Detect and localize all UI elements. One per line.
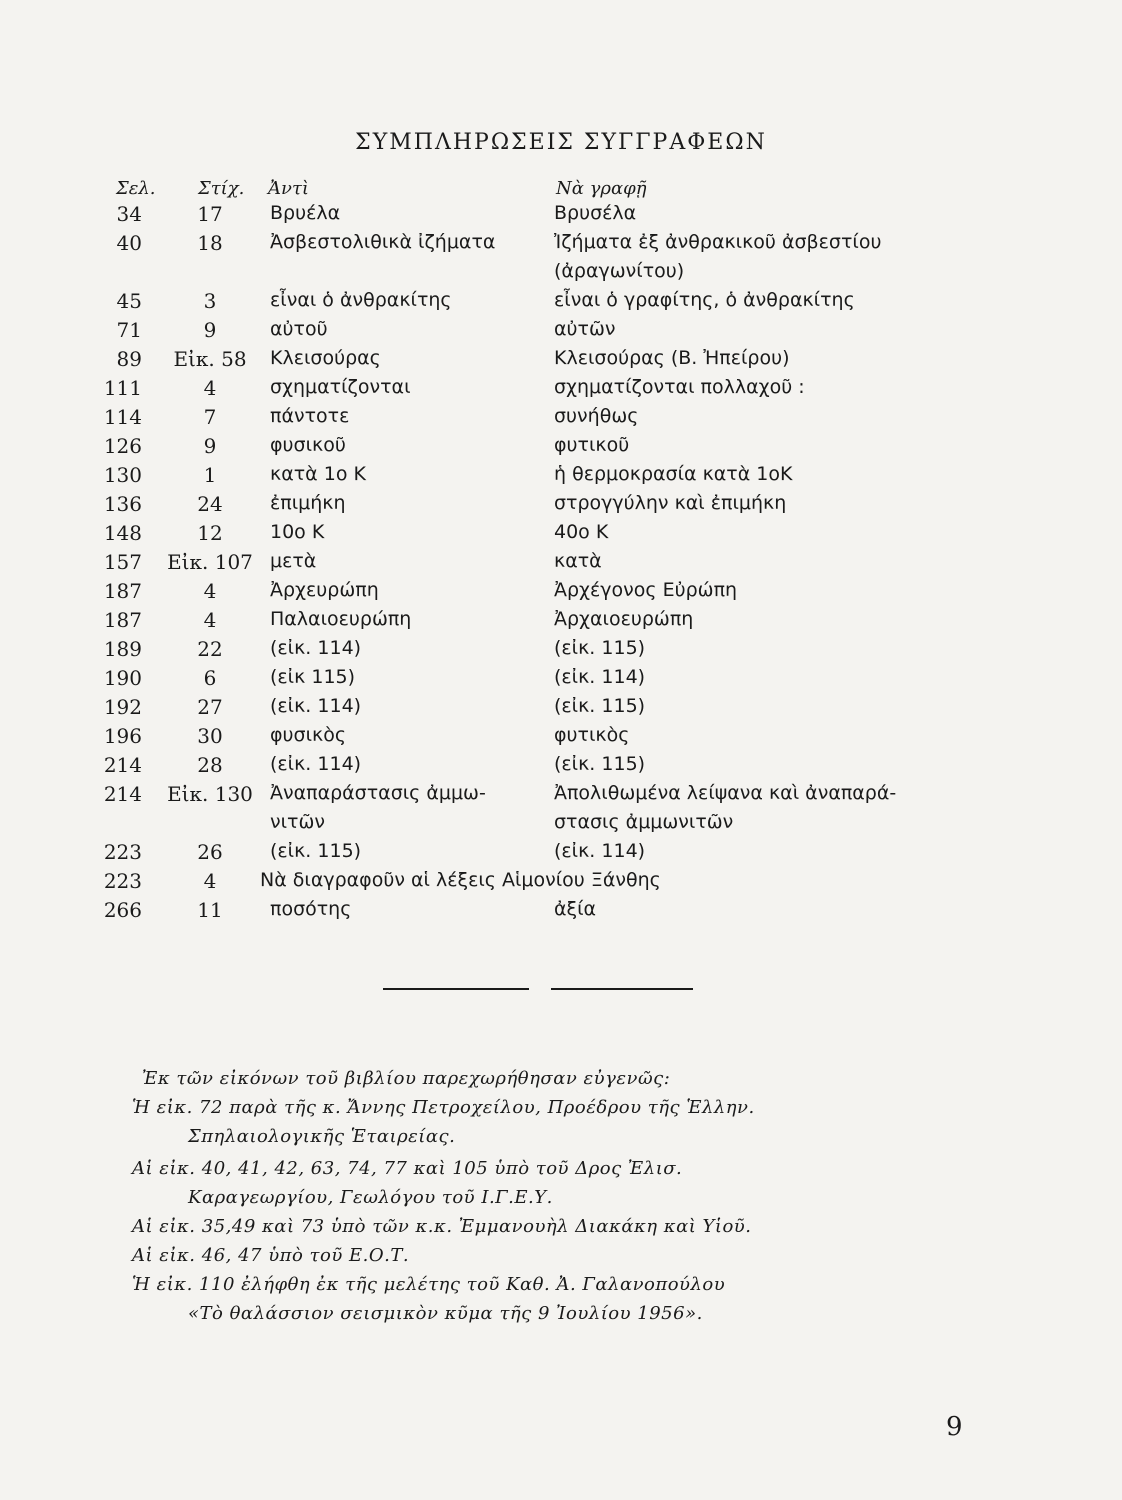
header-instead: Ἀντὶ xyxy=(268,178,309,199)
row-page: 196 xyxy=(103,724,142,748)
table-row xyxy=(0,521,1122,550)
row-line: 12 xyxy=(197,521,223,545)
row-page: 192 xyxy=(103,695,142,719)
row-instead: Παλαιοευρώπη xyxy=(270,608,412,630)
table-row xyxy=(0,231,1122,260)
row-line: 4 xyxy=(203,376,217,400)
table-row xyxy=(0,898,1122,927)
credits-line: Ἡ εἰκ. 72 παρὰ τῆς κ. Ἄννης Πετροχείλου, Προέδρου τῆς Ἑλλην. xyxy=(132,1097,755,1118)
page-number: 9 xyxy=(946,1412,963,1442)
table-row xyxy=(0,840,1122,869)
row-page: 223 xyxy=(103,869,142,893)
credits-line: Ἐκ τῶν εἰκόνων τοῦ βιβλίου παρεχωρήθησαν εὐγενῶς: xyxy=(142,1068,671,1089)
row-line: 17 xyxy=(197,202,223,226)
row-read: φυτικὸς xyxy=(554,724,630,746)
row-page: 130 xyxy=(103,463,142,487)
table-row xyxy=(0,666,1122,695)
row-page: 266 xyxy=(103,898,142,922)
row-read: Κλεισούρας (Β. Ἠπείρου) xyxy=(554,347,790,369)
row-page: 71 xyxy=(116,318,142,342)
credits-line: Αἱ εἰκ. 40, 41, 42, 63, 74, 77 καὶ 105 ὑπὸ τοῦ Δρος Ἐλισ. xyxy=(132,1158,683,1179)
page-title: ΣΥΜΠΛΗΡΩΣΕΙΣ ΣΥΓΓΡΑΦΕΩΝ xyxy=(355,130,767,155)
row-read: (εἰκ. 115) xyxy=(554,637,646,659)
row-line: Εἰκ. 107 xyxy=(167,550,253,574)
row-instead: φυσικοῦ xyxy=(270,434,346,456)
row-page: 189 xyxy=(103,637,142,661)
row-instead: φυσικὸς xyxy=(270,724,346,746)
row-line: 7 xyxy=(203,405,217,429)
table-row-continuation xyxy=(0,260,1122,289)
credits-line: Ἡ εἰκ. 110 ἐλήφθη ἐκ τῆς μελέτης τοῦ Καθ. Ἀ. Γαλανοπούλου xyxy=(132,1274,726,1295)
row-page: 187 xyxy=(103,579,142,603)
row-read: αὐτῶν xyxy=(554,318,616,340)
row-line: 1 xyxy=(203,463,217,487)
row-instead: 10ο Κ xyxy=(270,521,325,543)
row-page: 157 xyxy=(103,550,142,574)
row-read: εἶναι ὁ γραφίτης, ὁ ἀνθρακίτης xyxy=(554,289,855,311)
table-row xyxy=(0,434,1122,463)
row-full-note: Νὰ διαγραφοῦν αἱ λέξεις Αἱμονίου Ξάνθης xyxy=(260,869,661,891)
row-instead: (εἰκ. 114) xyxy=(270,695,362,717)
credits-line: «Τὸ θαλάσσιον σεισμικὸν κῦμα τῆς 9 Ἰουλίου 1956». xyxy=(188,1303,703,1324)
row-instead: αὐτοῦ xyxy=(270,318,328,340)
credits-line: Αἱ εἰκ. 46, 47 ὑπὸ τοῦ Ε.Ο.Τ. xyxy=(132,1245,410,1266)
table-row xyxy=(0,289,1122,318)
table-row xyxy=(0,318,1122,347)
header-page: Σελ. xyxy=(116,178,156,199)
row-instead: κατὰ 1ο Κ xyxy=(270,463,366,485)
row-page: 214 xyxy=(103,782,142,806)
row-instead: Ἀσβεστολιθικὰ ἰζήματα xyxy=(270,231,496,253)
row-instead: εἶναι ὁ ἀνθρακίτης xyxy=(270,289,452,311)
row-read: Ἀπολιθωμένα λείψανα καὶ ἀναπαρά- xyxy=(554,782,897,804)
row-instead: ἐπιμήκη xyxy=(270,492,346,514)
table-row xyxy=(0,405,1122,434)
row-instead: (εἰκ. 115) xyxy=(270,840,362,862)
table-row xyxy=(0,753,1122,782)
row-page: 126 xyxy=(103,434,142,458)
table-row xyxy=(0,202,1122,231)
row-line: Εἰκ. 58 xyxy=(173,347,247,371)
row-page: 114 xyxy=(103,405,142,429)
row-read: κατὰ xyxy=(554,550,602,572)
row-read: σχηματίζονται πολλαχοῦ : xyxy=(554,376,805,398)
table-row xyxy=(0,782,1122,811)
row-line: 6 xyxy=(203,666,217,690)
row-page: 40 xyxy=(116,231,142,255)
row-read: ἀξία xyxy=(554,898,597,920)
row-read: στρογγύλην καὶ ἐπιμήκη xyxy=(554,492,787,514)
row-instead: (εἰκ. 114) xyxy=(270,637,362,659)
row-line: 4 xyxy=(203,869,217,893)
row-page: 89 xyxy=(116,347,142,371)
row-line: 27 xyxy=(197,695,223,719)
header-line: Στίχ. xyxy=(198,178,245,199)
table-row xyxy=(0,695,1122,724)
row-page: 214 xyxy=(103,753,142,777)
row-read: συνήθως xyxy=(554,405,639,427)
row-instead: Ἀρχευρώπη xyxy=(270,579,379,601)
table-row xyxy=(0,869,1122,898)
row-line: 4 xyxy=(203,608,217,632)
divider-rule-left xyxy=(383,988,529,990)
credits-line: Σπηλαιολογικῆς Ἑταιρείας. xyxy=(188,1126,456,1147)
table-row xyxy=(0,550,1122,579)
row-read: Βρυσέλα xyxy=(554,202,637,224)
row-line: 18 xyxy=(197,231,223,255)
row-instead: (εἰκ 115) xyxy=(270,666,356,688)
row-page: 45 xyxy=(116,289,142,313)
row-line: 28 xyxy=(197,753,223,777)
row-read: Ἰζήματα ἐξ ἀνθρακικοῦ ἀσβεστίου xyxy=(554,231,882,253)
row-read-cont: στασις ἀμμωνιτῶν xyxy=(554,811,734,833)
row-line: 26 xyxy=(197,840,223,864)
header-read: Νὰ γραφῇ xyxy=(556,178,647,199)
row-page: 111 xyxy=(103,376,142,400)
row-page: 136 xyxy=(103,492,142,516)
row-instead: Βρυέλα xyxy=(270,202,341,224)
row-read: Ἀρχαιοευρώπη xyxy=(554,608,694,630)
row-instead: πάντοτε xyxy=(270,405,350,427)
row-instead: Ἀναπαράστασις ἀμμω- xyxy=(270,782,486,804)
row-line: 30 xyxy=(197,724,223,748)
table-row xyxy=(0,608,1122,637)
row-page: 148 xyxy=(103,521,142,545)
row-page: 187 xyxy=(103,608,142,632)
divider-rule-right xyxy=(551,988,693,990)
table-row xyxy=(0,724,1122,753)
row-instead: ποσότης xyxy=(270,898,352,920)
row-read: (εἰκ. 115) xyxy=(554,753,646,775)
row-line: 3 xyxy=(203,289,217,313)
row-line: 9 xyxy=(203,318,217,342)
row-read: 40ο Κ xyxy=(554,521,609,543)
table-row xyxy=(0,347,1122,376)
row-page: 223 xyxy=(103,840,142,864)
row-line: Εἰκ. 130 xyxy=(167,782,253,806)
table-row-continuation xyxy=(0,811,1122,840)
row-read: (εἰκ. 114) xyxy=(554,840,646,862)
row-instead: μετὰ xyxy=(270,550,317,572)
table-row xyxy=(0,637,1122,666)
row-read: (εἰκ. 114) xyxy=(554,666,646,688)
credits-line: Αἱ εἰκ. 35,49 καὶ 73 ὑπὸ τῶν κ.κ. Ἐμμανουὴλ Διακάκη καὶ Υἱοῦ. xyxy=(132,1216,752,1237)
row-instead-cont: νιτῶν xyxy=(270,811,326,833)
row-line: 4 xyxy=(203,579,217,603)
row-line: 22 xyxy=(197,637,223,661)
row-instead: Κλεισούρας xyxy=(270,347,381,369)
table-row xyxy=(0,463,1122,492)
row-instead: σχηματίζονται xyxy=(270,376,411,398)
table-row xyxy=(0,579,1122,608)
row-read: Ἀρχέγονος Εὐρώπη xyxy=(554,579,738,601)
credits-line: Καραγεωργίου, Γεωλόγου τοῦ Ι.Γ.Ε.Υ. xyxy=(188,1187,553,1208)
row-page: 34 xyxy=(116,202,142,226)
row-read: φυτικοῦ xyxy=(554,434,630,456)
row-instead: (εἰκ. 114) xyxy=(270,753,362,775)
row-read: (εἰκ. 115) xyxy=(554,695,646,717)
row-read: ἡ θερμοκρασία κατὰ 1οΚ xyxy=(554,463,793,485)
row-line: 24 xyxy=(197,492,223,516)
row-page: 190 xyxy=(103,666,142,690)
row-line: 11 xyxy=(197,898,223,922)
row-read-cont: (ἀραγωνίτου) xyxy=(554,260,685,282)
table-row xyxy=(0,376,1122,405)
table-row xyxy=(0,492,1122,521)
row-line: 9 xyxy=(203,434,217,458)
